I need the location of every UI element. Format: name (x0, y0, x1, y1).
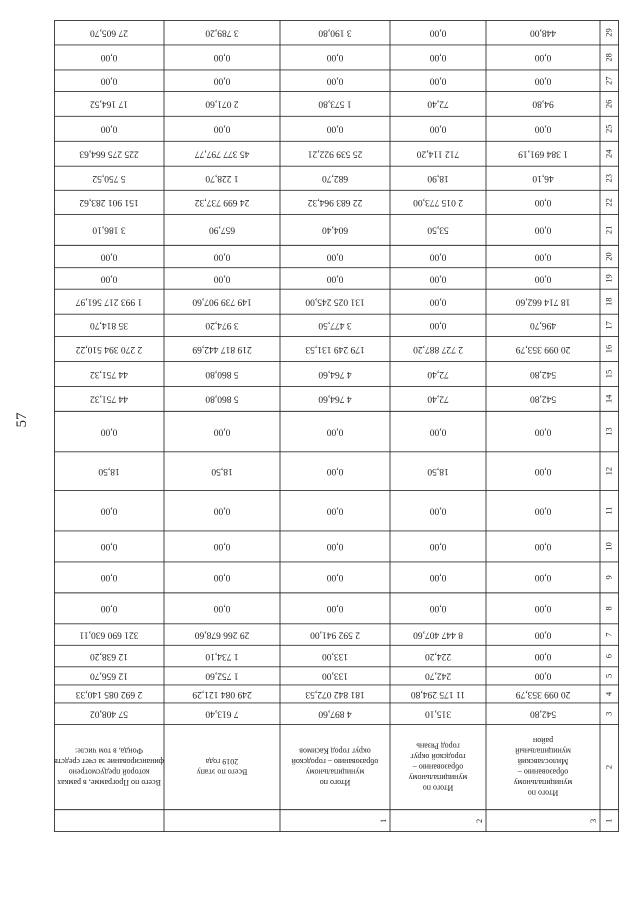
table-cell: 0,00 (213, 123, 231, 134)
table-cell: 0,00 (534, 670, 552, 681)
table-cell: 0,00 (326, 572, 344, 583)
table-row (79, 629, 613, 639)
table-row (98, 466, 613, 476)
table-cell: 17 164,52 (90, 98, 128, 109)
row-index: 26 (603, 99, 614, 109)
table-cell: 1 993 217 561,97 (75, 296, 143, 307)
row-index: 21 (603, 225, 614, 235)
column-header (197, 757, 248, 777)
column-mark: 2 (473, 818, 484, 823)
table-cell: 0,00 (534, 505, 552, 516)
table-cell: 0,00 (534, 123, 552, 134)
table-cell: 72,40 (427, 98, 449, 109)
column-header-line: Итого по (527, 788, 559, 798)
table-cell: 0,00 (326, 505, 344, 516)
table-cell: 57 408,02 (90, 708, 128, 719)
table-cell: 0,00 (534, 197, 552, 208)
table-cell: 321 690 630,11 (79, 629, 139, 640)
table-row (76, 297, 614, 307)
table-cell: 0,00 (326, 75, 344, 86)
table-cell: 0,00 (326, 123, 344, 134)
table-cell: 7 613,40 (205, 708, 239, 719)
table-cell: 2 270 394 510,22 (75, 343, 143, 354)
table-cell: 1 573,80 (318, 98, 352, 109)
row-index: 23 (603, 174, 614, 183)
table-cell: 25 539 922,21 (307, 148, 363, 159)
table-cell: 0,00 (534, 603, 552, 614)
table-cell: 4 897,60 (318, 708, 352, 719)
column-header-line: муниципальный (515, 746, 571, 756)
table-row (603, 765, 613, 769)
column-header-line: финансирование за счет средств (54, 757, 164, 767)
row-index: 4 (603, 691, 614, 697)
table-cell: 712 114,20 (416, 148, 460, 159)
table-cell: 20 099 353,79 (515, 343, 571, 354)
row-index: 3 (603, 711, 614, 716)
row-index: 8 (603, 606, 614, 611)
table-row (100, 251, 613, 261)
table-cell: 72,40 (427, 368, 449, 379)
table-cell: 0,00 (534, 465, 552, 476)
table-cell: 224,20 (424, 650, 452, 661)
table-row (76, 689, 614, 699)
column-header-line: Всего по этапу (196, 767, 248, 777)
table-row (90, 320, 614, 330)
table-cell: 22 683 964,32 (307, 197, 363, 208)
table-cell: 0,00 (429, 603, 447, 614)
table-cell: 3 186,10 (92, 224, 126, 235)
table-row (79, 197, 613, 207)
column-header-line: муниципальному (305, 767, 365, 777)
table-cell: 0,00 (534, 273, 552, 284)
table-row (90, 99, 614, 109)
row-index: 24 (603, 149, 614, 159)
table-cell: 18,50 (427, 465, 449, 476)
row-index: 28 (603, 53, 614, 62)
row-index: 18 (603, 297, 614, 306)
table-cell: 0,00 (326, 251, 344, 262)
table-cell: 0,00 (429, 52, 447, 63)
table-cell: 0,00 (534, 572, 552, 583)
table-cell: 46,10 (532, 173, 554, 184)
table-cell: 0,00 (213, 505, 231, 516)
table-cell: 1 384 691,19 (518, 148, 568, 159)
column-header-line: район (532, 736, 554, 746)
rotated-financial-table (54, 20, 619, 832)
table-cell: 0,00 (100, 505, 118, 516)
table-cell: 0,00 (534, 650, 552, 661)
table-cell: 0,00 (534, 52, 552, 63)
table-row (90, 394, 614, 404)
table-cell: 542,80 (529, 708, 557, 719)
table-cell: 2 727 887,20 (413, 343, 463, 354)
row-index: 25 (603, 124, 614, 134)
column-header (54, 747, 164, 788)
table-cell: 0,00 (213, 603, 231, 614)
row-index: 11 (603, 506, 614, 515)
table-cell: 27 605,70 (90, 27, 128, 38)
table-cell: 496,70 (529, 320, 557, 331)
column-header-line: городской округ (410, 751, 466, 761)
table-cell: 29 266 678,60 (194, 629, 250, 640)
table-cell: 0,00 (213, 52, 231, 63)
table-row (92, 173, 613, 183)
table-cell: 8 447 407,60 (413, 629, 463, 640)
table-cell: 0,00 (100, 603, 118, 614)
row-index: 27 (603, 76, 614, 85)
column-header-line: город Рязань (416, 741, 460, 751)
table-cell: 2 071,60 (205, 98, 239, 109)
table-cell: 18,90 (427, 173, 449, 184)
table-cell: 3 477,50 (318, 320, 352, 331)
table-cell: 1 734,10 (205, 650, 239, 661)
table-row (92, 225, 613, 235)
table-cell: 94,80 (532, 98, 554, 109)
table-row (79, 149, 613, 159)
column-header (291, 747, 378, 788)
row-index: 20 (603, 252, 614, 261)
table-cell: 315,10 (424, 708, 452, 719)
row-index: 16 (603, 344, 614, 354)
table-row (90, 651, 614, 661)
table-cell: 242,70 (424, 670, 452, 681)
table-cell: 2 592 941,00 (310, 629, 360, 640)
table-row (100, 426, 613, 436)
table-cell: 0,00 (100, 273, 118, 284)
column-header-line: округ город Касимов (299, 746, 371, 756)
table-cell: 0,00 (213, 426, 231, 437)
row-index: 9 (603, 575, 614, 580)
column-header-line: Милославский (517, 757, 569, 767)
column-mark: 1 (377, 818, 388, 823)
table-cell: 53,50 (427, 224, 449, 235)
table-cell: 0,00 (213, 251, 231, 262)
table-cell: 131 025 245,00 (305, 296, 365, 307)
table-row (603, 819, 613, 823)
table-cell: 0,00 (534, 541, 552, 552)
row-index: 7 (603, 632, 614, 637)
column-header-line: образованию – (517, 767, 569, 777)
table-cell: 0,00 (534, 426, 552, 437)
table-row (100, 572, 613, 582)
row-index: 12 (603, 466, 614, 476)
table-cell: 249 084 121,29 (192, 688, 252, 699)
table-cell: 0,00 (429, 251, 447, 262)
table-cell: 5 750,52 (92, 173, 126, 184)
table-row (100, 541, 613, 551)
row-index: 5 (603, 673, 614, 679)
table-cell: 179 249 131,53 (305, 343, 365, 354)
page-number: 57 (14, 412, 30, 428)
table-cell: 3 789,20 (205, 27, 239, 38)
column-mark: 3 (587, 818, 598, 823)
table-cell: 18,50 (211, 465, 233, 476)
table-svg (54, 20, 619, 832)
table-cell: 0,00 (100, 75, 118, 86)
row-index: 10 (603, 542, 614, 551)
table-cell: 0,00 (100, 251, 118, 262)
column-header (514, 736, 573, 798)
column-header-line: Фонда, в том числе: (75, 746, 143, 756)
table-cell: 2 692 085 140,33 (75, 688, 143, 699)
table-row (90, 671, 614, 681)
table-row (76, 344, 614, 354)
table-cell: 4 764,60 (318, 368, 352, 379)
table-cell: 0,00 (534, 629, 552, 640)
table-cell: 0,00 (100, 426, 118, 437)
row-index: 2 (603, 764, 614, 770)
table-row (100, 52, 613, 62)
table-cell: 0,00 (326, 465, 344, 476)
table-cell: 0,00 (534, 224, 552, 235)
row-index: 1 (603, 818, 614, 823)
table-cell: 0,00 (429, 426, 447, 437)
table-cell: 0,00 (534, 75, 552, 86)
table-cell: 149 739 907,60 (192, 296, 252, 307)
table-cell: 1 752,60 (205, 670, 239, 681)
table-cell: 0,00 (326, 273, 344, 284)
table-cell: 604,40 (321, 224, 349, 235)
table-cell: 24 699 737,32 (194, 197, 250, 208)
row-index: 22 (603, 198, 614, 207)
table-cell: 2 015 773,00 (413, 197, 463, 208)
table-row (90, 709, 614, 719)
table-cell: 0,00 (534, 251, 552, 262)
table-cell: 12 638,20 (90, 650, 128, 661)
row-index: 15 (603, 369, 614, 379)
table-cell: 0,00 (429, 27, 447, 38)
table-cell: 0,00 (429, 505, 447, 516)
row-index: 14 (603, 394, 614, 404)
table-cell: 0,00 (429, 273, 447, 284)
column-header-line: муниципальному (513, 778, 573, 788)
table-cell: 12 656,70 (90, 670, 128, 681)
row-index: 29 (603, 28, 614, 37)
table-cell: 18 714 662,60 (515, 296, 571, 307)
table-cell: 1 228,70 (205, 173, 239, 184)
column-header-line: образованию – (412, 762, 464, 772)
table-cell: 0,00 (100, 52, 118, 63)
column-header-line: муниципальному (408, 772, 468, 782)
table-cell: 44 751,32 (90, 368, 128, 379)
table-cell: 35 814,70 (90, 320, 128, 331)
table-cell: 3 974,20 (205, 320, 239, 331)
table-cell: 11 175 294,80 (410, 688, 466, 699)
table-cell: 0,00 (213, 75, 231, 86)
table-row (100, 506, 613, 516)
table-cell: 0,00 (326, 426, 344, 437)
column-header (409, 741, 468, 792)
column-header-line: Всего по Программе, в рамках (57, 778, 161, 788)
table-cell: 0,00 (326, 603, 344, 614)
table-cell: 0,00 (213, 572, 231, 583)
table-cell: 151 901 283,62 (79, 197, 139, 208)
table-row (100, 603, 613, 613)
table-row (90, 27, 614, 37)
table-cell: 18,50 (98, 465, 120, 476)
table-cell: 225 275 664,63 (79, 148, 139, 159)
table-cell: 44 751,32 (90, 393, 128, 404)
table-cell: 45 377 797,77 (194, 148, 250, 159)
table-cell: 542,80 (529, 393, 557, 404)
table-cell: 0,00 (326, 541, 344, 552)
column-header-line: образованию – городской (291, 757, 379, 767)
table-cell: 0,00 (213, 541, 231, 552)
table-row (100, 124, 613, 134)
table-cell: 0,00 (429, 75, 447, 86)
table-cell: 72,40 (427, 393, 449, 404)
table-cell: 0,00 (213, 273, 231, 284)
row-index: 17 (603, 321, 614, 330)
table-cell: 0,00 (429, 320, 447, 331)
column-header-line: Итого по (319, 778, 351, 788)
table-cell: 657,90 (208, 224, 236, 235)
table-cell: 4 764,60 (318, 393, 352, 404)
column-header-line: которой предусмотрено (68, 767, 150, 777)
table-cell: 133,00 (321, 670, 349, 681)
row-index: 6 (603, 653, 614, 659)
table-cell: 448,00 (529, 27, 557, 38)
table-cell: 0,00 (429, 123, 447, 134)
table-cell: 5 860,80 (205, 368, 239, 379)
table-cell: 0,00 (429, 541, 447, 552)
table-cell: 0,00 (326, 52, 344, 63)
table-cell: 0,00 (100, 541, 118, 552)
table-cell: 0,00 (100, 572, 118, 583)
table-cell: 3 190,80 (318, 27, 352, 38)
table-cell: 0,00 (429, 572, 447, 583)
table-cell: 5 860,80 (205, 393, 239, 404)
table-cell: 682,70 (321, 173, 349, 184)
row-index: 13 (603, 427, 614, 436)
column-header-line: 2019 года (205, 757, 239, 767)
table-cell: 20 099 353,79 (515, 688, 571, 699)
table-row (100, 273, 613, 283)
table-cell: 0,00 (100, 123, 118, 134)
table-cell: 542,80 (529, 368, 557, 379)
column-header-line: Итого по (422, 783, 454, 793)
row-index: 19 (603, 274, 614, 283)
table-row (100, 75, 613, 85)
table-cell: 181 842 072,53 (305, 688, 365, 699)
table-row (90, 369, 614, 379)
table-cell: 0,00 (429, 296, 447, 307)
table-cell: 219 817 442,69 (192, 343, 252, 354)
table-cell: 133,00 (321, 650, 349, 661)
